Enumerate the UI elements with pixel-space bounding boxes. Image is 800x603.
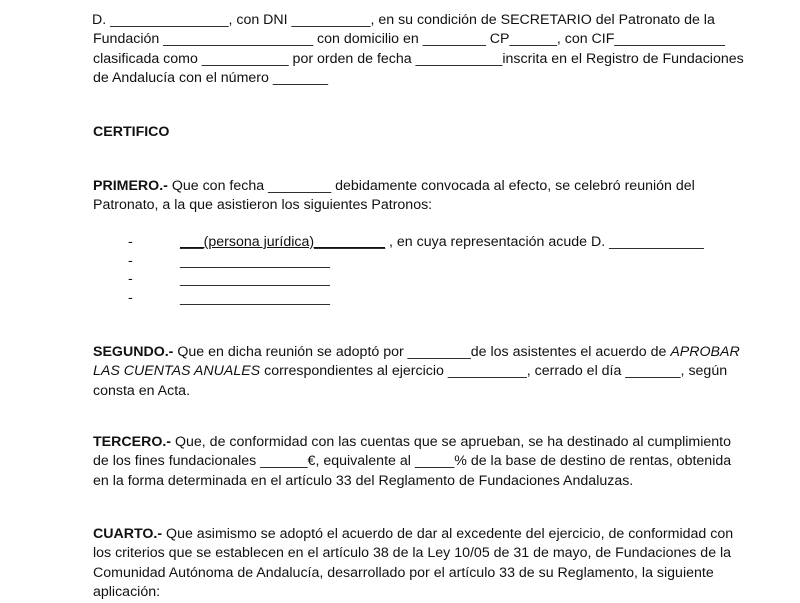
certifico-heading: CERTIFICO [93, 124, 170, 140]
primero-line-1 [93, 177, 697, 196]
bullet-rest: , en cuya representación acude D. ____________ [385, 234, 704, 250]
bullet-blank: ___________________ [180, 290, 330, 306]
tercero-line-3: en la forma determinada en el artículo 33 del Reglamento de Fundaciones Andaluzas. [93, 472, 634, 489]
list-item [93, 233, 704, 252]
persona-juridica-blank: ___(persona jurídica)_________ [180, 234, 386, 250]
intro-line-1 [92, 11, 715, 30]
cuarto-line-1-content [93, 525, 733, 544]
cuarto-line-3: Comunidad Autónoma de Andalucía, desarrollado por el artículo 33 de su Reglamento, la siguiente [93, 564, 714, 581]
segundo-line-3: consta en Acta. [93, 382, 191, 399]
segundo-line-1-a: Que en dicha reunión se adoptó por ________de los asistentes el acuerdo de [173, 344, 671, 360]
segundo-line-2-content [93, 362, 727, 381]
primero-line-1-content [93, 177, 695, 196]
bullet-dash: - [128, 253, 133, 269]
segundo-paragraph [93, 343, 740, 401]
primero-line-2: Patronato, a la que asistieron los siguientes Patronos: [93, 197, 433, 214]
cuarto-line-1-rest: Que asimismo se adoptó el acuerdo de dar al excedente del ejercicio, de conformidad con [162, 526, 734, 542]
tercero-paragraph [93, 433, 732, 491]
segundo-line-1-content [93, 343, 740, 362]
tercero-line-1 [93, 433, 732, 452]
segundo-line-2 [93, 362, 728, 381]
intro-line-3: clasificada como ___________ por orden de fecha ___________inscrita en el Registro de Fundaciones [93, 50, 744, 67]
intro-line-1-text: D. _______________, con DNI __________, en su condición de SECRETARIO del Patronato de la [92, 12, 715, 28]
tercero-line-1-content [93, 433, 731, 452]
bullet-dash: - [128, 290, 133, 306]
segundo-label: SEGUNDO.- [93, 344, 174, 360]
bullet-blank: ___________________ [180, 271, 330, 287]
cuarto-paragraph [93, 525, 734, 603]
bullet-text [180, 233, 704, 252]
tercero-line-1-rest: Que, de conformidad con las cuentas que se aprueban, se ha destinado al cumplimiento [171, 434, 732, 450]
cuarto-line-4: aplicación: [93, 584, 161, 601]
segundo-line-2-rest: correspondientes al ejercicio __________, cerrado el día _______, según [260, 363, 728, 380]
cuarto-line-2: los criterios que se establecen en el artículo 38 de la Ley 10/05 de 31 de mayo, de Fundaciones de la [93, 545, 732, 562]
intro-line-2: Fundación ___________________ con domicilio en ________ CP______, con CIF______________ [93, 31, 725, 48]
segundo-cuentas: LAS CUENTAS ANUALES [93, 363, 261, 380]
intro-paragraph [92, 11, 744, 89]
cuarto-label: CUARTO.- [93, 526, 163, 542]
bullet-dash: - [128, 234, 133, 250]
primero-label: PRIMERO.- [93, 178, 168, 194]
intro-line-4: de Andalucía con el número _______ [93, 70, 329, 87]
cuarto-line-1 [93, 525, 734, 544]
list-item [93, 252, 697, 271]
list-item [93, 289, 697, 308]
bullet-dash: - [128, 271, 133, 287]
list-item [93, 270, 697, 289]
tercero-line-2: de los fines fundacionales ______€, equivalente al _____% de la base de destino de rentas, obtenida [93, 453, 732, 470]
primero-paragraph [93, 177, 697, 216]
tercero-label: TERCERO.- [93, 434, 172, 450]
segundo-line-1 [93, 343, 740, 362]
segundo-aprobar: APROBAR [670, 344, 740, 360]
primero-line-1-rest: Que con fecha ________ debidamente convocada al efecto, se celebró reunión del [167, 178, 695, 194]
bullet-blank: ___________________ [180, 253, 330, 269]
